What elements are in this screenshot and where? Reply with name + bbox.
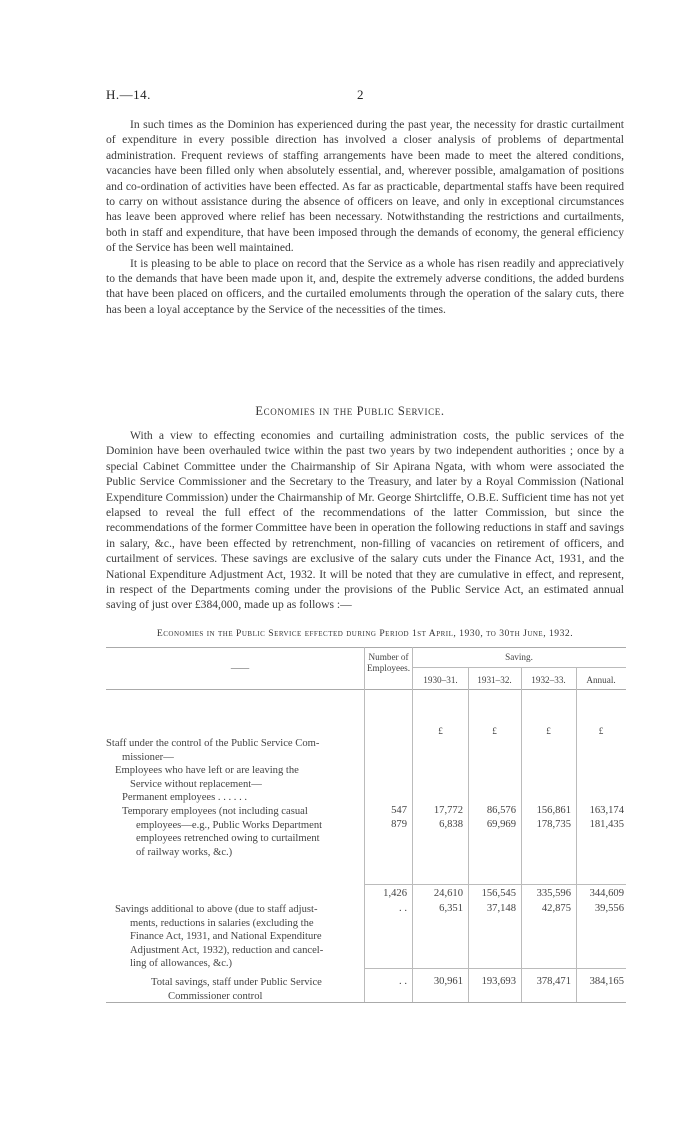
- cell-1932-33: 335,596: [536, 888, 571, 899]
- cell-employees: . .: [399, 903, 407, 914]
- intro-paragraph-2: It is pleasing to be able to place on record that the Service as a whole has risen readily and appreciatively to the demands that have been made upon it, and, despite the extremely adverse conditions, the added burdens that have been placed on officers, and the curtailed emoluments through the operation of the salary cuts, there has been a loyal acceptance by the Service of the necessities of the times.: [106, 256, 624, 316]
- cell-1932-33: 178,735: [536, 819, 571, 830]
- cell-1931-32: 86,576: [486, 805, 516, 816]
- cell-annual: 384,165: [589, 976, 624, 987]
- row-label-staff: [106, 737, 364, 859]
- stub-header: ——: [230, 663, 250, 673]
- col-divider: [521, 668, 522, 1002]
- cell-1932-33: 156,861: [536, 805, 571, 816]
- document-reference: H.—14.: [106, 87, 151, 102]
- label-line: Staff under the control of the Public Service Com-: [106, 738, 320, 749]
- cell-1930-31: 6,351: [439, 903, 463, 914]
- cell-employees: 1,426: [383, 888, 407, 899]
- cell-1930-31: 30,961: [433, 976, 463, 987]
- cell-annual: 39,556: [594, 903, 624, 914]
- label-line: Employees who have left or are leaving the: [115, 765, 299, 777]
- col-divider: [468, 668, 469, 1002]
- label-line: employees retrenched owing to curtailment: [136, 833, 320, 845]
- cell-1932-33: 42,875: [541, 903, 571, 914]
- year-header: Annual.: [586, 675, 616, 685]
- cell-1930-31: 6,838: [439, 819, 463, 830]
- subtotal-rule: [364, 884, 626, 885]
- label-line: Finance Act, 1931, and National Expenditure: [130, 931, 322, 943]
- row-label-total: [106, 976, 364, 1003]
- intro-paragraph-1: In such times as the Dominion has experienced during the past year, the necessity for drastic curtailment of expenditure in every possible direction has involved a closer analysis of problems of departmental administration. Frequent reviews of staffing arrangements have been made to meet the altered conditions, vacancies have been filled only when absolutely essential, and, wherever possible, amalgamation of positions and co-ordination of activities have been effected. As far as practicable, departmental staffs have been required to carry on without assistance during the absence of officers on leave, and only in exceptional circumstances has leave been approved where relief has been necessary. Notwithstanding the restrictions and curtailments, both in staff and expenditure, that have been imposed through the demands of economy, the general efficiency of the Service has been well maintained.: [106, 118, 624, 255]
- label-line: Adjustment Act, 1932), reduction and cancel-: [130, 944, 324, 956]
- saving-header-rule: [412, 667, 626, 668]
- intro-section: [106, 117, 624, 317]
- col-divider: [576, 668, 577, 1002]
- row-label-additional: [106, 903, 364, 971]
- section-body: [106, 428, 624, 613]
- cell-1931-32: 69,969: [486, 819, 516, 830]
- currency-symbol: £: [492, 726, 497, 736]
- currency-symbol: £: [438, 726, 443, 736]
- label-line: Total savings, staff under Public Service: [151, 977, 322, 988]
- cell-1931-32: 193,693: [481, 976, 516, 987]
- cell-employees: 879: [391, 819, 407, 830]
- cell-annual: 163,174: [589, 805, 624, 816]
- cell-annual: 344,609: [589, 888, 624, 899]
- section-paragraph: With a view to effecting economies and curtailing administration costs, the public services of the Dominion have been overhauled twice within the past two years by two independent authorities ; once by a special Cabinet Committee under the Chairmanship of Sir Apirana Ngata, with whom were associated the Public Service Commissioner and the Secretary to the Treasury, and later by a Royal Commission (National Expenditure Commission) under the Chairmanship of Mr. George Shirtcliffe, O.B.E. Sufficient time has not yet elapsed to reveal the full effect of the recommendations of the latter Commission, but since the recommendations of the former Committee have been in operation the following reductions in staff and savings in salary, &c., have been effected by retrenchment, non-filling of vacancies on retirement of officers, and curtailment of services. These savings are exclusive of the salary cuts under the Finance Act, 1931, and the National Expenditure Adjustment Act, 1932. It will be noted that they are cumulative in effect, and represent, in respect of the Departments coming under the provisions of the Public Service Act, an estimated annual saving of just over £384,000, made up as follows :—: [106, 429, 624, 612]
- year-header: 1932–33.: [531, 675, 566, 685]
- label-line: ments, reductions in salaries (excluding the: [130, 917, 314, 929]
- cell-1931-32: 156,545: [481, 888, 516, 899]
- table-header-rule: [106, 689, 626, 690]
- cell-1932-33: 378,471: [536, 976, 571, 987]
- label-line: Service without replacement—: [130, 778, 262, 790]
- label-line: employees—e.g., Public Works Department: [136, 819, 323, 831]
- cell-employees: . .: [399, 976, 407, 987]
- cell-1930-31: 24,610: [433, 888, 463, 899]
- label-line: Commissioner control: [168, 990, 263, 1002]
- year-header: 1930–31.: [423, 675, 458, 685]
- currency-symbol: £: [546, 726, 551, 736]
- currency-symbol: £: [598, 726, 604, 736]
- section-heading: Economies in the Public Service.: [255, 404, 445, 418]
- total-rule: [364, 968, 626, 969]
- table-top-rule: [106, 647, 626, 648]
- cell-employees: 547: [391, 805, 407, 816]
- label-line: ling of allowances, &c.): [130, 958, 233, 970]
- table-caption: Economies in the Public Service effected during Period 1st April, 1930, to 30th June, 1932.: [156, 628, 574, 639]
- year-header: 1931–32.: [477, 675, 512, 685]
- cell-1931-32: 37,148: [486, 903, 516, 914]
- label-line: Savings additional to above (due to staff adjust-: [115, 904, 318, 915]
- page-number: 2: [357, 87, 364, 102]
- cell-1930-31: 17,772: [433, 805, 463, 816]
- label-line: Temporary employees (not including casual: [122, 805, 308, 817]
- employees-header: Number of Employees.: [366, 652, 411, 673]
- cell-annual: 181,435: [589, 819, 624, 830]
- saving-header: Saving.: [505, 652, 533, 662]
- label-line: of railway works, &c.): [136, 846, 233, 858]
- label-line: Permanent employees . . . . . .: [122, 792, 248, 804]
- label-line: missioner—: [122, 751, 174, 763]
